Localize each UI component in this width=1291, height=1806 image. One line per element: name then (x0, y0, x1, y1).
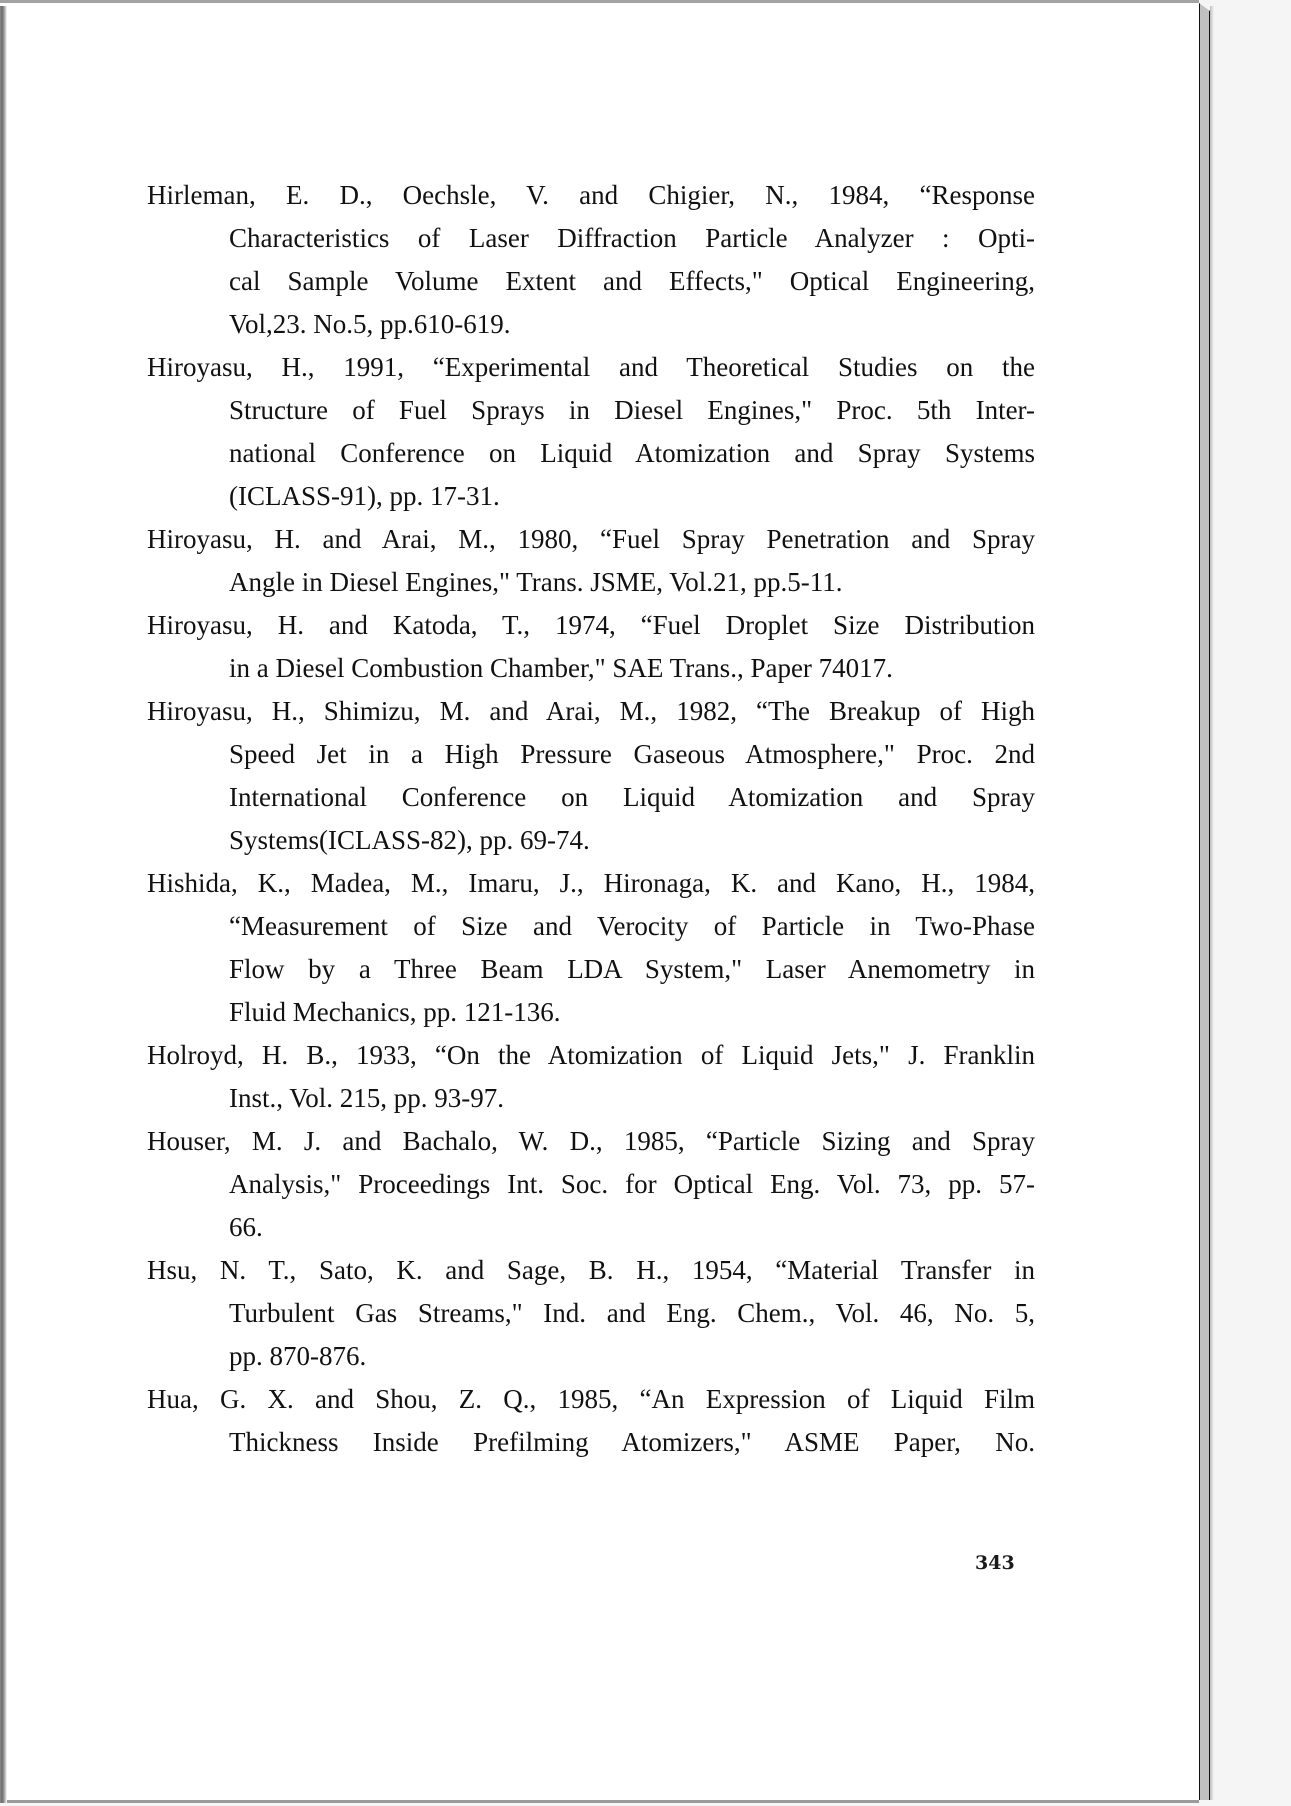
reference-continuation-line: Analysis," Proceedings Int. Soc. for Optical Eng. Vol. 73, pp. 57- (229, 1169, 1035, 1199)
reference-list (147, 174, 1035, 1464)
reference-continuation-line: 66. (229, 1212, 263, 1242)
reference-continuation-line: International Conference on Liquid Atomization and Spray (229, 782, 1035, 812)
page-right-edge (1199, 3, 1210, 1800)
reference-entry (147, 862, 1035, 1034)
reference-entry (147, 690, 1035, 862)
reference-first-line: Holroyd, H. B., 1933, “On the Atomization of Liquid Jets," J. Franklin (147, 1040, 1035, 1070)
reference-continuation-line: Flow by a Three Beam LDA System," Laser Anemometry in (229, 954, 1035, 984)
reference-continuation-line: in a Diesel Combustion Chamber," SAE Trans., Paper 74017. (229, 653, 893, 683)
reference-continuation-line: Fluid Mechanics, pp. 121-136. (229, 997, 561, 1027)
reference-first-line: Houser, M. J. and Bachalo, W. D., 1985, “Particle Sizing and Spray (147, 1126, 1035, 1156)
page-left-edge (0, 6, 7, 1803)
page-shadow (1210, 6, 1214, 1800)
reference-continuation-line: (ICLASS-91), pp. 17-31. (229, 481, 500, 511)
reference-continuation-line: “Measurement of Size and Verocity of Particle in Two-Phase (229, 911, 1035, 941)
reference-continuation-line: Angle in Diesel Engines," Trans. JSME, Vol.21, pp.5-11. (229, 567, 843, 597)
reference-continuation-line: Structure of Fuel Sprays in Diesel Engines," Proc. 5th Inter- (229, 395, 1035, 425)
reference-first-line: Hua, G. X. and Shou, Z. Q., 1985, “An Expression of Liquid Film (147, 1384, 1035, 1414)
reference-continuation-line: Thickness Inside Prefilming Atomizers," ASME Paper, No. (229, 1427, 1035, 1457)
reference-first-line: Hiroyasu, H., 1991, “Experimental and Theoretical Studies on the (147, 352, 1035, 382)
reference-entry (147, 1249, 1035, 1378)
reference-first-line: Hsu, N. T., Sato, K. and Sage, B. H., 1954, “Material Transfer in (147, 1255, 1035, 1285)
reference-continuation-line: cal Sample Volume Extent and Effects," Optical Engineering, (229, 266, 1035, 296)
reference-first-line: Hiroyasu, H. and Katoda, T., 1974, “Fuel Droplet Size Distribution (147, 610, 1035, 640)
reference-continuation-line: Turbulent Gas Streams," Ind. and Eng. Chem., Vol. 46, No. 5, (229, 1298, 1035, 1328)
reference-entry (147, 1034, 1035, 1120)
reference-continuation-line: national Conference on Liquid Atomization and Spray Systems (229, 438, 1035, 468)
reference-first-line: Hishida, K., Madea, M., Imaru, J., Hironaga, K. and Kano, H., 1984, (147, 868, 1035, 898)
reference-continuation-line: Systems(ICLASS-82), pp. 69-74. (229, 825, 590, 855)
reference-entry (147, 518, 1035, 604)
reference-first-line: Hirleman, E. D., Oechsle, V. and Chigier, N., 1984, “Response (147, 180, 1035, 210)
reference-entry (147, 174, 1035, 346)
reference-continuation-line: Inst., Vol. 215, pp. 93-97. (229, 1083, 505, 1113)
page-number: 343 (975, 1552, 1015, 1574)
reference-entry (147, 346, 1035, 518)
reference-entry (147, 604, 1035, 690)
reference-continuation-line: pp. 870-876. (229, 1341, 367, 1371)
reference-entry (147, 1378, 1035, 1464)
reference-first-line: Hiroyasu, H. and Arai, M., 1980, “Fuel Spray Penetration and Spray (147, 524, 1035, 554)
reference-first-line: Hiroyasu, H., Shimizu, M. and Arai, M., 1982, “The Breakup of High (147, 696, 1035, 726)
reference-entry (147, 1120, 1035, 1249)
reference-continuation-line: Vol,23. No.5, pp.610-619. (229, 309, 511, 339)
reference-continuation-line: Speed Jet in a High Pressure Gaseous Atmosphere," Proc. 2nd (229, 739, 1035, 769)
reference-continuation-line: Characteristics of Laser Diffraction Particle Analyzer : Opti- (229, 223, 1035, 253)
